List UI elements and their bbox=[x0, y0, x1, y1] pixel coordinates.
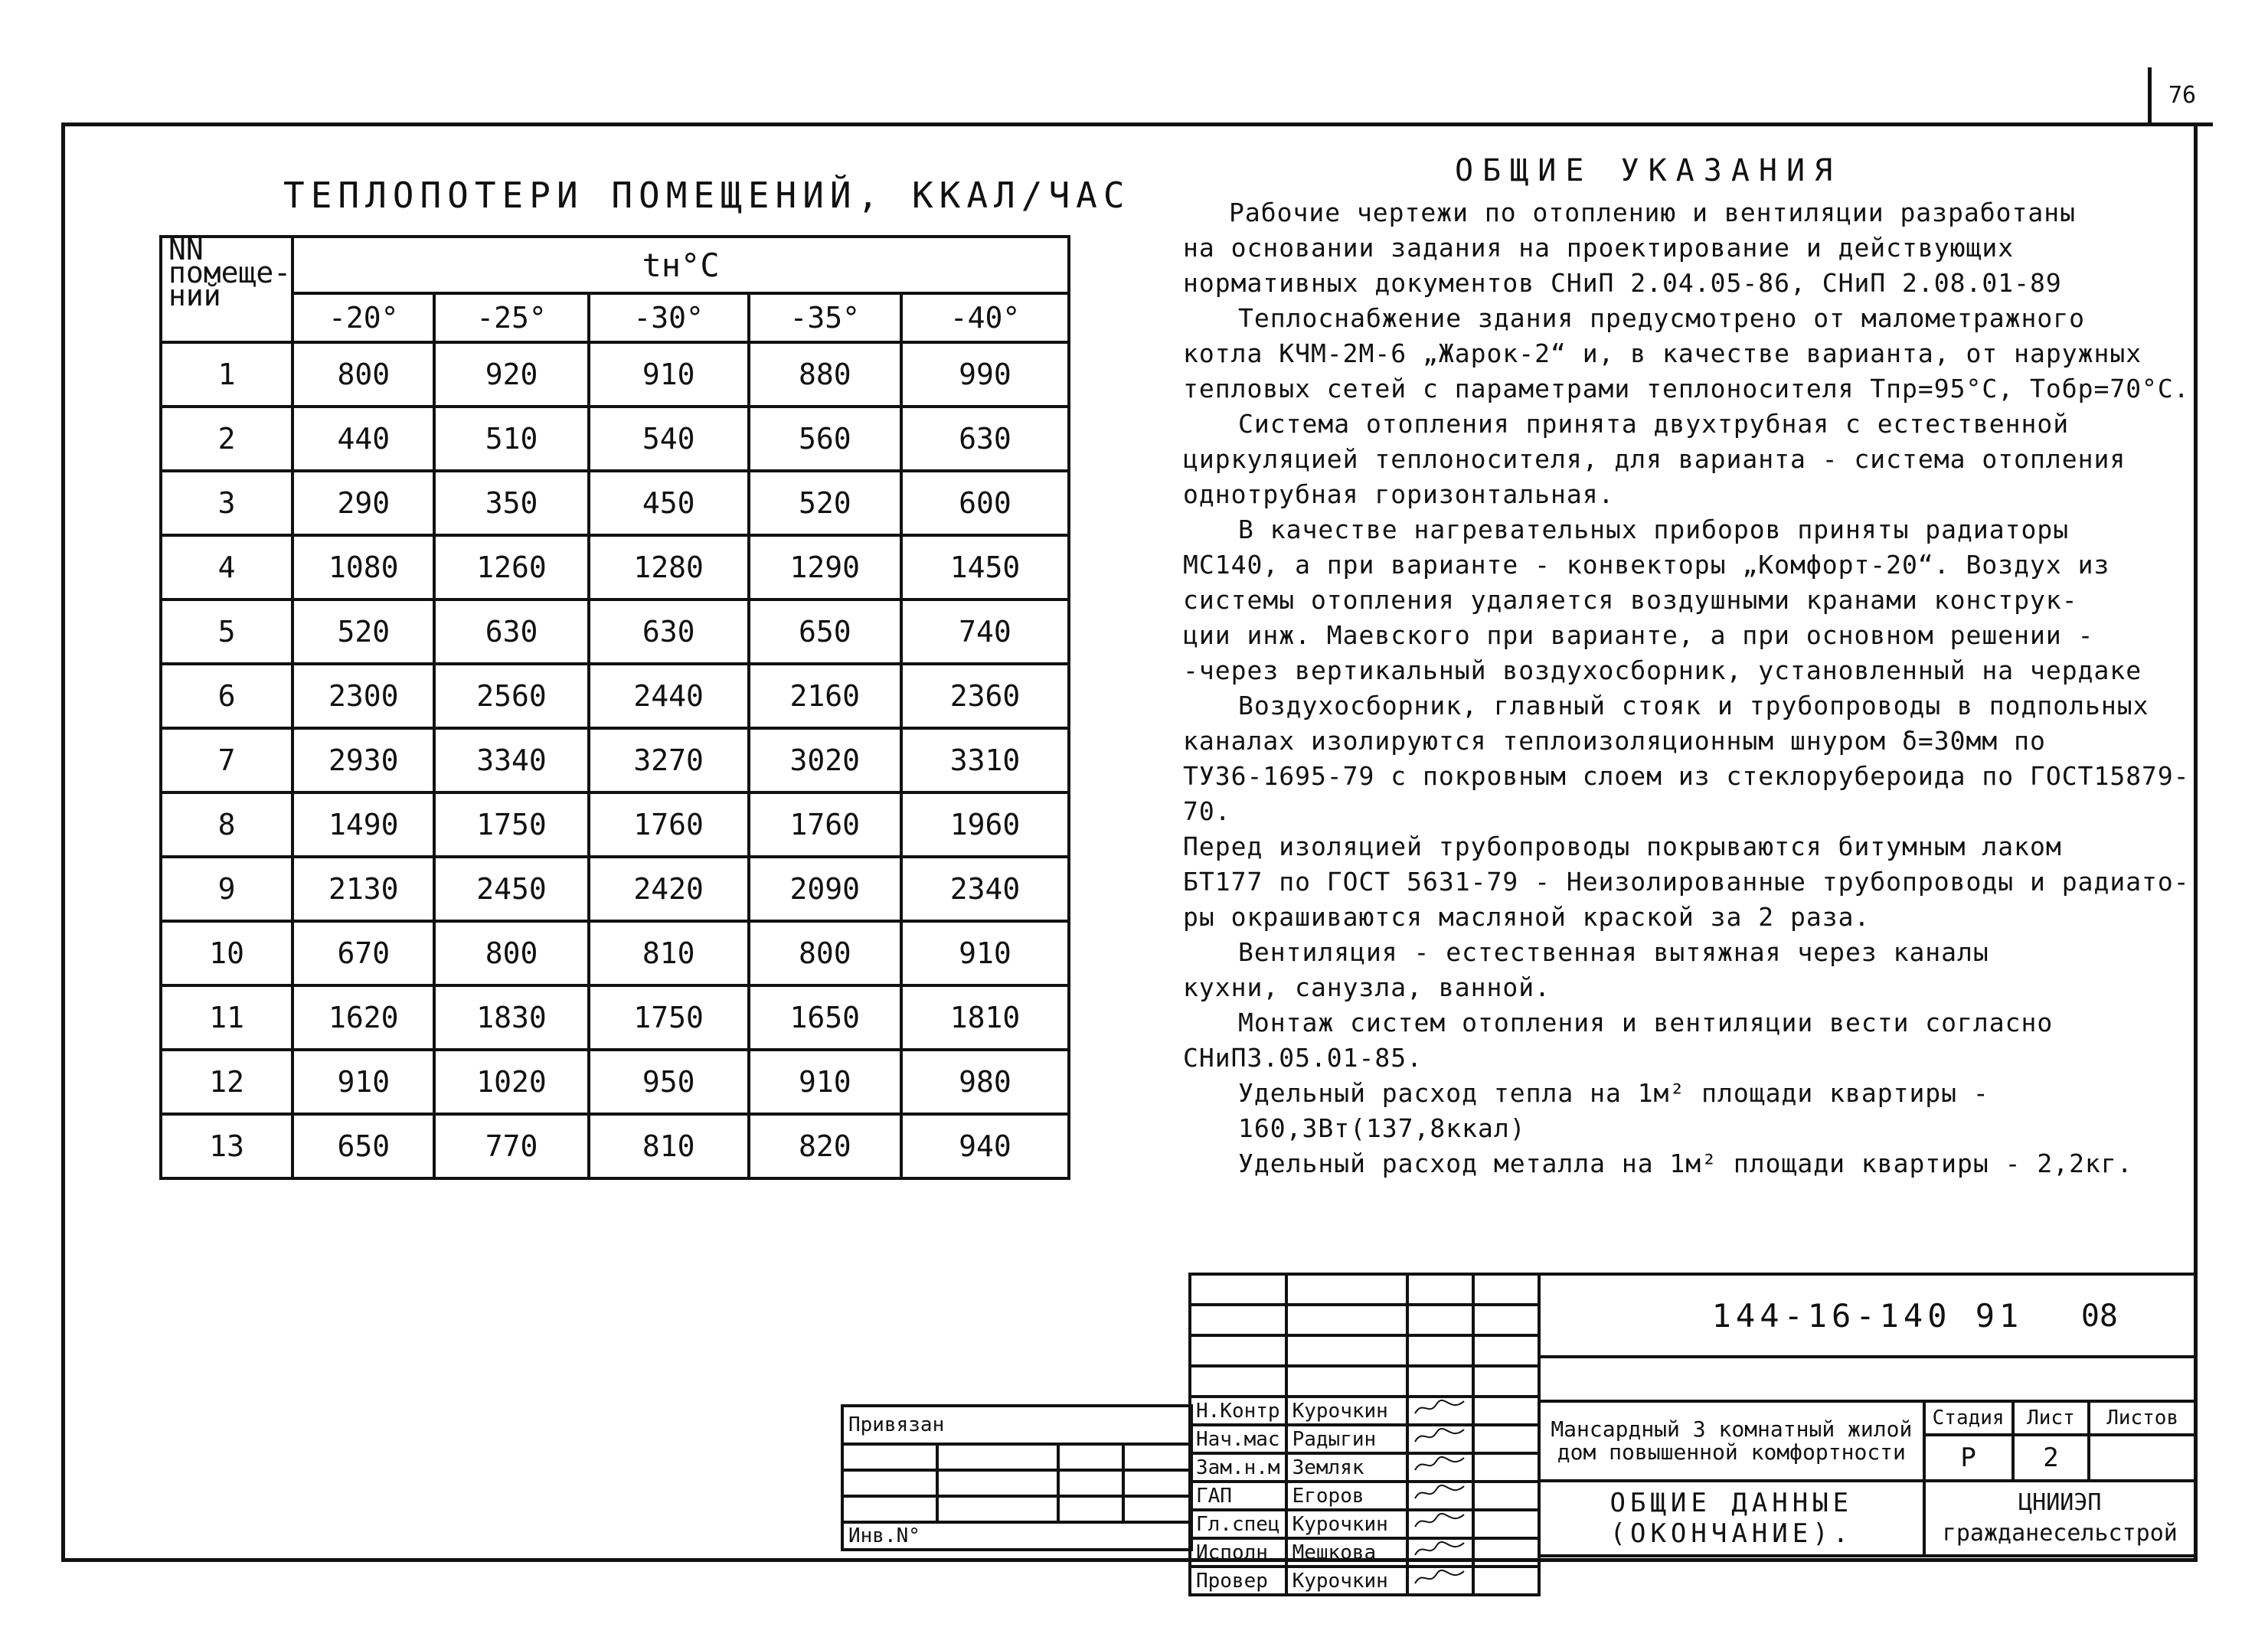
heat-loss-value: 450 bbox=[589, 471, 749, 535]
role-label: ГАП bbox=[1190, 1482, 1286, 1510]
heat-loss-value: 2450 bbox=[434, 857, 588, 921]
room-number: 11 bbox=[161, 985, 292, 1050]
note-line: ры окрашиваются масляной краской за 2 раза. bbox=[1183, 902, 1871, 932]
heat-loss-value: 800 bbox=[749, 921, 901, 985]
person-name: Егоров bbox=[1286, 1482, 1408, 1510]
signature-scribble-icon bbox=[1413, 1455, 1467, 1475]
note-line: Рабочие чертежи по отоплению и вентиляции разработаны bbox=[1229, 198, 2076, 227]
heat-loss-value: 510 bbox=[434, 407, 588, 471]
signature-scribble-icon bbox=[1413, 1426, 1467, 1446]
table-row bbox=[161, 1114, 1069, 1178]
heat-loss-value: 810 bbox=[589, 921, 749, 985]
table-row bbox=[161, 535, 1069, 600]
heat-loss-value: 2360 bbox=[901, 664, 1069, 728]
heat-loss-value: 650 bbox=[749, 600, 901, 664]
project-name: Мансардный 3 комнатный жилой дом повышенной комфортности bbox=[1539, 1401, 1924, 1481]
heat-loss-value: 990 bbox=[901, 342, 1069, 407]
general-notes bbox=[1183, 195, 2194, 1181]
signature-scribble-icon bbox=[1413, 1398, 1467, 1418]
signature-row bbox=[1190, 1482, 1539, 1510]
role-label: Провер bbox=[1190, 1567, 1286, 1595]
table-row bbox=[161, 664, 1069, 728]
signature-table bbox=[1188, 1273, 1541, 1596]
room-number: 7 bbox=[161, 728, 292, 792]
heat-loss-value: 880 bbox=[749, 342, 901, 407]
note-line: МС140, а при варианте - конвекторы „Комфорт-20“. Воздух из bbox=[1183, 550, 2110, 580]
heat-loss-value: 1450 bbox=[901, 535, 1069, 600]
room-number: 8 bbox=[161, 792, 292, 857]
heat-loss-value: 1620 bbox=[292, 985, 434, 1050]
heat-loss-value: 1810 bbox=[901, 985, 1069, 1050]
signature-mark bbox=[1407, 1567, 1473, 1595]
heat-loss-value: 1830 bbox=[434, 985, 588, 1050]
heat-loss-value: 940 bbox=[901, 1114, 1069, 1178]
person-name: Курочкин bbox=[1286, 1510, 1408, 1538]
heat-loss-value: 630 bbox=[901, 407, 1069, 471]
signature-row bbox=[1190, 1510, 1539, 1538]
note-line: Удельный расход тепла на 1м² площади квартиры - 160,3Вт(137,8ккал) bbox=[1238, 1078, 1989, 1143]
attachment-block bbox=[841, 1404, 1193, 1551]
heat-loss-value: 600 bbox=[901, 471, 1069, 535]
organization: ЦНИИЭП гражданесельстрой bbox=[1924, 1481, 2196, 1556]
heat-loss-value: 1080 bbox=[292, 535, 434, 600]
list-header: Лист bbox=[2013, 1401, 2090, 1435]
note-line: БТ177 по ГОСТ 5631-79 - Неизолированные трубопроводы и радиато- bbox=[1183, 867, 2190, 897]
room-number: 4 bbox=[161, 535, 292, 600]
heat-loss-value: 1960 bbox=[901, 792, 1069, 857]
heat-loss-value: 2420 bbox=[589, 857, 749, 921]
signature-mark bbox=[1407, 1538, 1473, 1567]
note-line: каналах изолируются теплоизоляционным шнуром δ=30мм по bbox=[1183, 726, 2046, 756]
doc-title: ОБЩИЕ ДАННЫЕ (ОКОНЧАНИЕ). bbox=[1539, 1481, 1924, 1556]
signature-scribble-icon bbox=[1413, 1483, 1467, 1503]
notes-title: ОБЩИЕ УКАЗАНИЯ bbox=[1455, 153, 1842, 188]
signature-scribble-icon bbox=[1413, 1568, 1467, 1588]
heat-loss-value: 2160 bbox=[749, 664, 901, 728]
note-line: СНиП3.05.01-85. bbox=[1183, 1043, 1423, 1073]
role-label: Зам.н.м bbox=[1190, 1453, 1286, 1482]
table-row bbox=[161, 1050, 1069, 1114]
heat-loss-value: 1490 bbox=[292, 792, 434, 857]
inventory-label: Инв.N° bbox=[842, 1522, 1191, 1550]
note-line: котла КЧМ-2М-6 „Жарок-2“ и, в качестве варианта, от наружных bbox=[1183, 338, 2142, 368]
heat-loss-value: 950 bbox=[589, 1050, 749, 1114]
note-line: В качестве нагревательных приборов приняты радиаторы bbox=[1238, 515, 2070, 544]
role-label: Исполн bbox=[1190, 1538, 1286, 1567]
room-number: 2 bbox=[161, 407, 292, 471]
lists-value bbox=[2089, 1435, 2196, 1481]
note-line: Монтаж систем отопления и вентиляции вести согласно bbox=[1238, 1008, 2054, 1037]
heat-loss-value: 810 bbox=[589, 1114, 749, 1178]
drawing-code: 144-16-140 91 bbox=[1711, 1296, 2024, 1335]
note-line: Система отопления принята двухтрубная с естественной bbox=[1238, 409, 2070, 439]
signature-mark bbox=[1407, 1453, 1473, 1482]
temp-col-header: -30° bbox=[589, 293, 749, 342]
table-row bbox=[161, 600, 1069, 664]
signature-row bbox=[1190, 1538, 1539, 1567]
table-row bbox=[161, 792, 1069, 857]
signature-scribble-icon bbox=[1413, 1511, 1467, 1531]
room-number: 10 bbox=[161, 921, 292, 985]
note-line: ТУ36-1695-79 с покровным слоем из стеклорубероида по ГОСТ15879-70. bbox=[1183, 761, 2190, 826]
person-name: Курочкин bbox=[1286, 1397, 1408, 1425]
heat-loss-value: 3310 bbox=[901, 728, 1069, 792]
heat-loss-value: 1750 bbox=[434, 792, 588, 857]
note-line: однотрубная горизонтальная. bbox=[1183, 479, 1615, 509]
sheet-number: 76 bbox=[2148, 67, 2213, 126]
temp-header: tн°C bbox=[292, 237, 1069, 293]
person-name: Радыгин bbox=[1286, 1425, 1408, 1453]
signature-scribble-icon bbox=[1413, 1540, 1467, 1560]
heat-loss-value: 1290 bbox=[749, 535, 901, 600]
heat-loss-value: 540 bbox=[589, 407, 749, 471]
heat-loss-value: 560 bbox=[749, 407, 901, 471]
heat-loss-value: 1760 bbox=[589, 792, 749, 857]
table-row bbox=[161, 921, 1069, 985]
heat-loss-value: 520 bbox=[292, 600, 434, 664]
heat-loss-value: 520 bbox=[749, 471, 901, 535]
heat-loss-value: 980 bbox=[901, 1050, 1069, 1114]
heat-loss-value: 3020 bbox=[749, 728, 901, 792]
heat-loss-value: 910 bbox=[749, 1050, 901, 1114]
heat-loss-value: 440 bbox=[292, 407, 434, 471]
privyazan-label: Привязан bbox=[842, 1406, 1191, 1444]
lists-header: Листов bbox=[2089, 1401, 2196, 1435]
heat-loss-value: 800 bbox=[434, 921, 588, 985]
signature-row bbox=[1190, 1567, 1539, 1595]
note-line: Вентиляция - естественная вытяжная через каналы bbox=[1238, 937, 1989, 967]
note-line: нормативных документов СНиП 2.04.05-86, СНиП 2.08.01-89 bbox=[1183, 268, 2062, 298]
stage-header: Стадия bbox=[1924, 1401, 2013, 1435]
project-block bbox=[1538, 1273, 2198, 1557]
heat-loss-value: 800 bbox=[292, 342, 434, 407]
role-label: Гл.спец bbox=[1190, 1510, 1286, 1538]
signature-row bbox=[1190, 1397, 1539, 1425]
heat-loss-value: 920 bbox=[434, 342, 588, 407]
role-label: Н.Контр bbox=[1190, 1397, 1286, 1425]
heat-loss-value: 2560 bbox=[434, 664, 588, 728]
heat-loss-value: 1750 bbox=[589, 985, 749, 1050]
heat-loss-value: 2300 bbox=[292, 664, 434, 728]
heat-loss-value: 670 bbox=[292, 921, 434, 985]
temp-col-header: -20° bbox=[292, 293, 434, 342]
table-row bbox=[161, 342, 1069, 407]
heat-loss-value: 2340 bbox=[901, 857, 1069, 921]
person-name: Мешкова bbox=[1286, 1538, 1408, 1567]
temp-col-header: -25° bbox=[434, 293, 588, 342]
temp-col-header: -35° bbox=[749, 293, 901, 342]
table-row bbox=[161, 407, 1069, 471]
heat-loss-value: 650 bbox=[292, 1114, 434, 1178]
role-label: Нач.мас bbox=[1190, 1425, 1286, 1453]
room-number: 9 bbox=[161, 857, 292, 921]
heat-loss-value: 1020 bbox=[434, 1050, 588, 1114]
heat-loss-value: 740 bbox=[901, 600, 1069, 664]
heat-loss-value: 350 bbox=[434, 471, 588, 535]
heat-loss-value: 630 bbox=[589, 600, 749, 664]
signature-mark bbox=[1407, 1510, 1473, 1538]
note-line: Воздухосборник, главный стояк и трубопроводы в подпольных bbox=[1238, 691, 2149, 720]
room-header: NN помеще-ний bbox=[161, 237, 292, 342]
heat-loss-value: 2930 bbox=[292, 728, 434, 792]
sheet-ref: 08 bbox=[2080, 1299, 2118, 1334]
room-number: 3 bbox=[161, 471, 292, 535]
heat-loss-value: 2090 bbox=[749, 857, 901, 921]
note-line: на основании задания на проектирование и действующих bbox=[1183, 233, 2015, 263]
signature-mark bbox=[1407, 1397, 1473, 1425]
room-number: 13 bbox=[161, 1114, 292, 1178]
note-line: Перед изоляцией трубопроводы покрываются битумным лаком bbox=[1183, 832, 2062, 861]
note-line: системы отопления удаляется воздушными кранами конструк- bbox=[1183, 585, 2078, 615]
heat-loss-value: 770 bbox=[434, 1114, 588, 1178]
person-name: Курочкин bbox=[1286, 1567, 1408, 1595]
note-line: кухни, санузла, ванной. bbox=[1183, 972, 1551, 1002]
room-number: 6 bbox=[161, 664, 292, 728]
table-row bbox=[161, 471, 1069, 535]
room-number: 1 bbox=[161, 342, 292, 407]
table-row bbox=[161, 857, 1069, 921]
heat-loss-value: 3340 bbox=[434, 728, 588, 792]
heat-loss-value: 910 bbox=[292, 1050, 434, 1114]
stage-value: Р bbox=[1924, 1435, 2013, 1481]
signature-mark bbox=[1407, 1425, 1473, 1453]
note-line: -через вертикальный воздухосборник, установленный на чердаке bbox=[1183, 655, 2142, 685]
room-number: 12 bbox=[161, 1050, 292, 1114]
heat-loss-value: 910 bbox=[589, 342, 749, 407]
heat-loss-value: 1760 bbox=[749, 792, 901, 857]
heat-loss-value: 910 bbox=[901, 921, 1069, 985]
heat-loss-value: 3270 bbox=[589, 728, 749, 792]
heat-loss-value: 1650 bbox=[749, 985, 901, 1050]
heat-loss-value: 2130 bbox=[292, 857, 434, 921]
room-number: 5 bbox=[161, 600, 292, 664]
signature-row bbox=[1190, 1453, 1539, 1482]
heat-loss-value: 1280 bbox=[589, 535, 749, 600]
heat-loss-value: 1260 bbox=[434, 535, 588, 600]
note-line: ции инж. Маевского при варианте, а при основном решении - bbox=[1183, 620, 2094, 650]
table-row bbox=[161, 728, 1069, 792]
list-value: 2 bbox=[2013, 1435, 2090, 1481]
heat-loss-value: 630 bbox=[434, 600, 588, 664]
note-line: тепловых сетей с параметрами теплоносителя Тпр=95°С, Тобр=70°С. bbox=[1183, 374, 2190, 404]
note-line: Теплоснабжение здания предусмотрено от малометражного bbox=[1238, 303, 2085, 333]
heat-loss-table bbox=[159, 235, 1070, 1180]
temp-col-header: -40° bbox=[901, 293, 1069, 342]
note-line: циркуляцией теплоносителя, для варианта - система отопления bbox=[1183, 444, 2126, 474]
table-row bbox=[161, 985, 1069, 1050]
note-line: Удельный расход металла на 1м² площади квартиры - 2,2кг. bbox=[1238, 1149, 2133, 1178]
heat-table-title: ТЕПЛОПОТЕРИ ПОМЕЩЕНИЙ, ККАЛ/ЧАС bbox=[283, 175, 1131, 216]
heat-loss-value: 2440 bbox=[589, 664, 749, 728]
heat-loss-value: 820 bbox=[749, 1114, 901, 1178]
person-name: Земляк bbox=[1286, 1453, 1408, 1482]
heat-loss-value: 290 bbox=[292, 471, 434, 535]
signature-row bbox=[1190, 1425, 1539, 1453]
signature-mark bbox=[1407, 1482, 1473, 1510]
